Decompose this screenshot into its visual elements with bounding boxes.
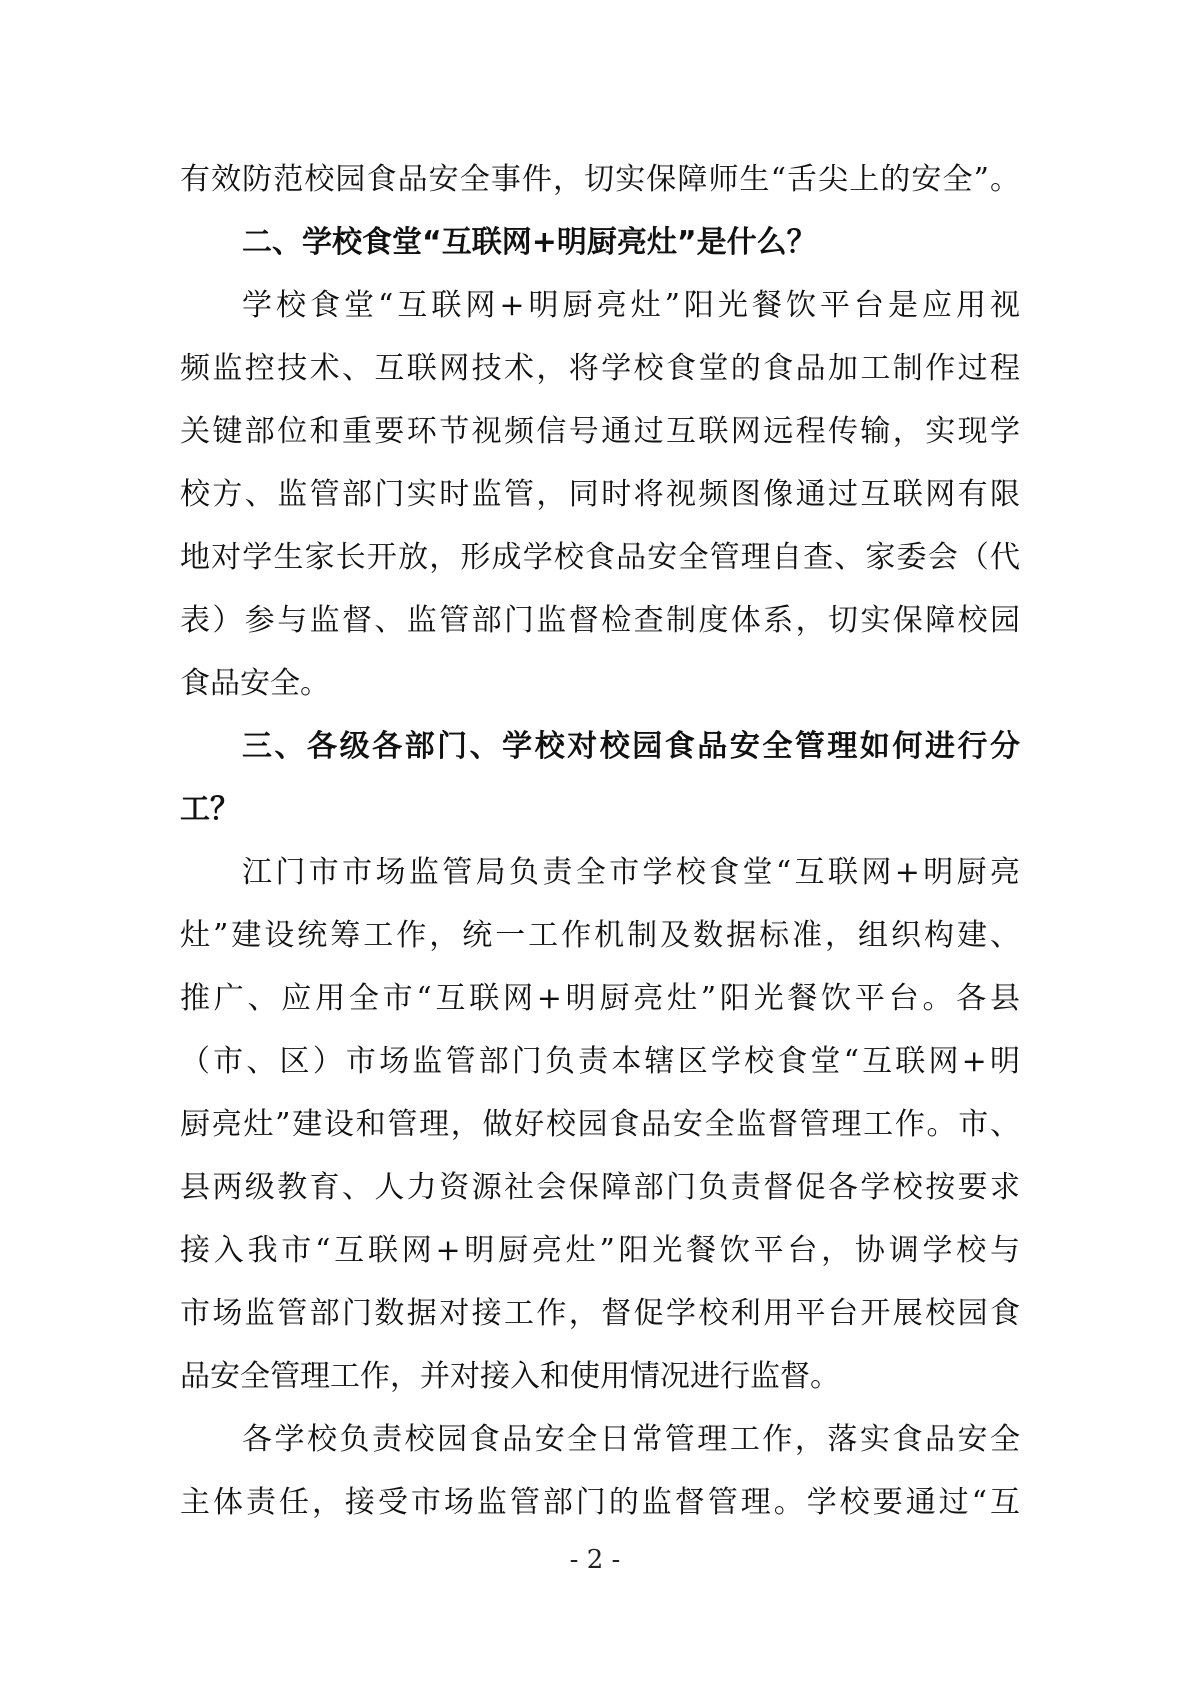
- paragraph-line: 接入我市“互联网+明厨亮灶”阳光餐饮平台，协调学校与: [180, 1233, 1020, 1268]
- section-heading-3-continued: 工？: [180, 792, 240, 827]
- paragraph-line: 频监控技术、互联网技术，将学校食堂的食品加工制作过程: [180, 351, 1020, 386]
- paragraph-line: 地对学生家长开放，形成学校食品安全管理自查、家委会（代: [180, 540, 1020, 575]
- paragraph-line: 主体责任，接受市场监管部门的监督管理。学校要通过“互: [180, 1485, 1020, 1520]
- page-number: - 2 -: [569, 1545, 621, 1575]
- paragraph-line: 食品安全。: [180, 666, 330, 701]
- paragraph-line: （市、区）市场监管部门负责本辖区学校食堂“互联网+明: [180, 1044, 1020, 1079]
- paragraph-line: 市场监管部门数据对接工作，督促学校利用平台开展校园食: [180, 1296, 1020, 1331]
- document-body: [180, 148, 1020, 1534]
- paragraph-line: 表）参与监督、监管部门监督检查制度体系，切实保障校园: [180, 603, 1020, 638]
- paragraph-line: 有效防范校园食品安全事件，切实保障师生“舌尖上的安全”。: [180, 162, 1020, 197]
- paragraph-line: 江门市市场监管局负责全市学校食堂“互联网+明厨亮: [242, 855, 1020, 890]
- paragraph-line: 校方、监管部门实时监管，同时将视频图像通过互联网有限: [180, 477, 1020, 512]
- paragraph-line: 县两级教育、人力资源社会保障部门负责督促各学校按要求: [180, 1170, 1020, 1205]
- paragraph-line: 品安全管理工作，并对接入和使用情况进行监督。: [180, 1359, 840, 1394]
- paragraph-line: 厨亮灶”建设和管理，做好校园食品安全监督管理工作。市、: [180, 1107, 1020, 1142]
- paragraph-line: 推广、应用全市“互联网+明厨亮灶”阳光餐饮平台。各县: [180, 981, 1020, 1016]
- section-heading-2: 二、学校食堂“互联网+明厨亮灶”是什么？: [242, 225, 817, 260]
- section-heading-3: 三、各级各部门、学校对校园食品安全管理如何进行分: [242, 729, 1020, 764]
- paragraph-line: 各学校负责校园食品安全日常管理工作，落实食品安全: [242, 1422, 1020, 1457]
- paragraph-line: 灶”建设统筹工作，统一工作机制及数据标准，组织构建、: [180, 918, 1020, 953]
- paragraph-line: 关键部位和重要环节视频信号通过互联网远程传输，实现学: [180, 414, 1020, 449]
- paragraph-line: 学校食堂“互联网+明厨亮灶”阳光餐饮平台是应用视: [242, 288, 1020, 323]
